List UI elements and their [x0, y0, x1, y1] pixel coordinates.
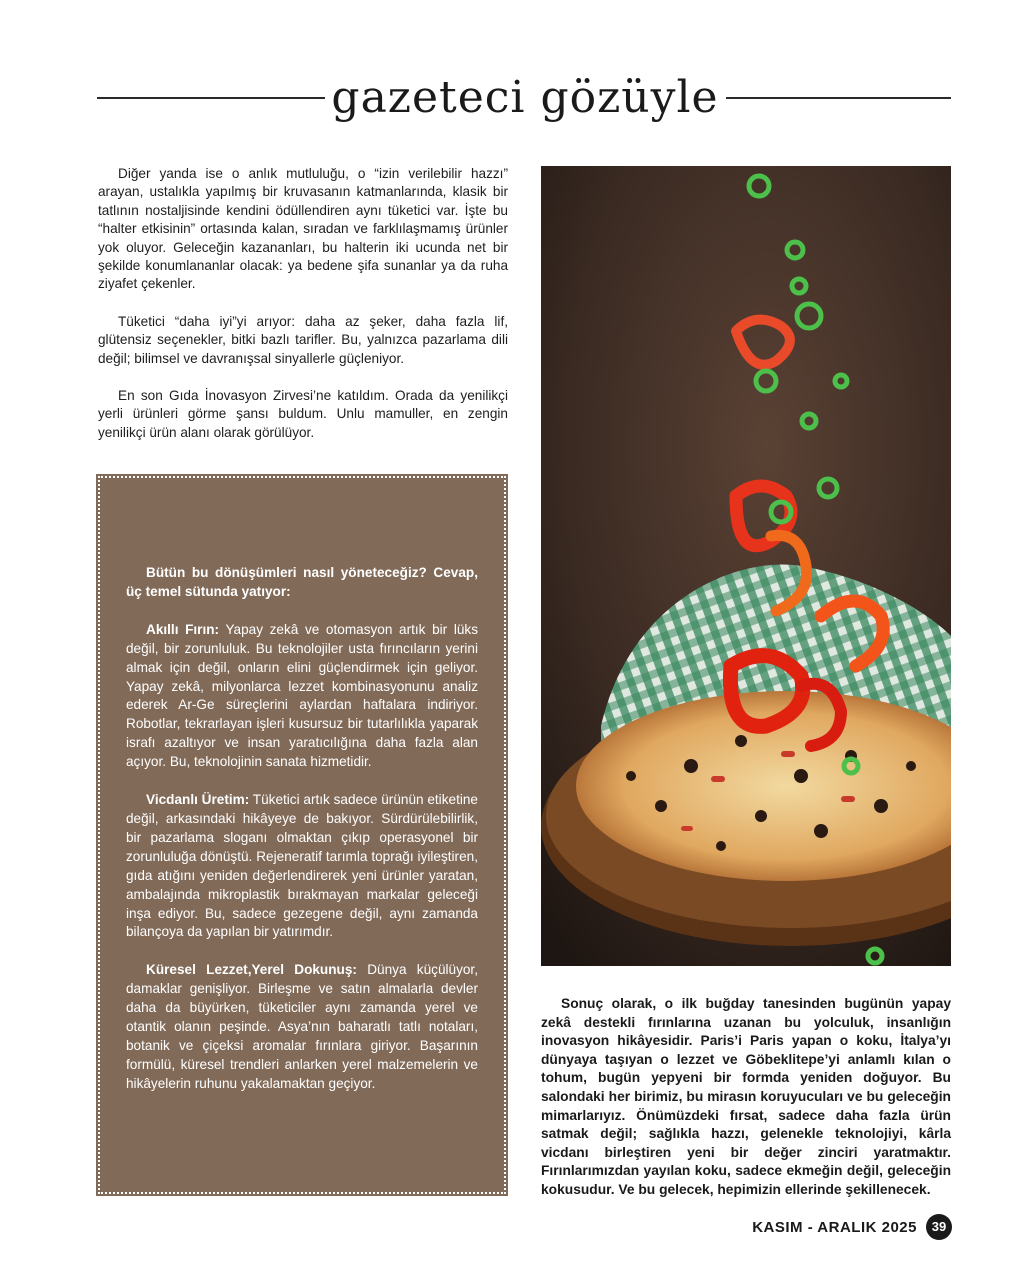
box-intro: Bütün bu dönüşümleri nasıl yöneteceğiz? Cevap, üç temel sütunda yatıyor:: [126, 565, 478, 599]
paragraph: En son Gıda İnovasyon Zirvesi’ne katıldım. Orada da yenilikçi yerli ürünleri görme şansı buldum. Unlu mamuller, en zengin yenilikçi ürün alanı olarak görülüyor.: [98, 388, 508, 440]
header-rule-right: [726, 97, 951, 99]
pillar-title-global-taste: Küresel Lezzet,Yerel Dokunuş:: [146, 962, 357, 978]
header-rule-left: [97, 97, 325, 99]
paragraph: Diğer yanda ise o anlık mutluluğu, o “izin verilebilir hazzı” arayan, ustalıkla yapılmış bir kruvasanın katmanlarında, klasik bir tatlının nostaljisinde kendini ödüllendiren aynı tüketici var. İşte bu “halter etkisinin” ortasında kalan, sıradan ve farklılaşmamış ürünler yok oluyor. Geleceğin kazananları, bu halterin iki ucunda net bir şekilde konumlananlar olacak: ya bedene şifa sunanlar ya da ruha ziyafet çekenler.: [98, 166, 508, 292]
paragraph: Tüketici “daha iyi”yi arıyor: daha az şeker, daha fazla lif, glütensiz seçenekler, bitki bazlı tarifler. Bu, yalnızca pazarlama dili değil; bilimsel ve davranışsal sinyallerle güçleniyor.: [98, 313, 508, 366]
pillar-text-global-taste: Dünya küçülüyor, damaklar genişliyor. Birleşme ve satın almalarla devler daha da büyürken, tüketiciler aynı zamanda yerel ve otantik olanın peşinde. Asya’nın baharatlı tatlı notaları, botanik ve çiçeksi aromalar fırınlara giriyor. Başarının formülü, küresel trendleri anlarken yerel malzemelerin ve hikâyelerin ruhunu yakalamaktan geçiyor.: [126, 962, 478, 1091]
issue-label: KASIM - ARALIK 2025: [752, 1219, 917, 1236]
conclusion-paragraph: Sonuç olarak, o ilk buğday tanesinden bugünün yapay zekâ destekli fırınlarına uzanan bu yolculuk, insanlığın inovasyon hikâyesidir. Paris’i Paris yapan o koku, İtalya’yı dünyaya taşıyan o lezzet ve Göbeklitepe’yi anlamlı kılan o tohum, bugün yepyeni bir formda yeniden doğuyor. Bu salondaki her birimiz, bu mirasın koruyucuları ve bu geleceğin mimarlarıyız. Önümüzdeki fırsat, sadece daha fazla ürün satmak değil; sağlıkla hazzı, gelenekle teknolojiyi, kârla vicdanı birleştiren yeni bir değer zinciri yaratmaktır. Fırınlarımızdan yayılan koku, sadece ekmeğin değil, geleceğin kokusudur. Ve bu gelecek, hepimizin ellerinde şekillenecek.: [541, 996, 951, 1197]
pillar-text-smart-oven: Yapay zekâ ve otomasyon artık bir lüks değil, bir zorunluluk. Bu teknolojiler usta fırıncıların yerini almak için değil, onların elini güçlendirmek için geliyor. Yapay zekâ, milyonlarca lezzet kombinasyonunu analiz ederek Ar-Ge süreçlerini aylardan haftalara indiriyor. Robotlar, tekrarlayan işleri kusursuz bir tutarlılıkla yaparak israfı azaltıyor ve insan yaratıcılığına daha fazla alan açıyor. Bu, teknolojinin sanata hizmetidir.: [126, 621, 478, 770]
info-box-text: [126, 564, 478, 1113]
pillar-title-conscious-production: Vicdanlı Üretim:: [146, 792, 250, 808]
pillar-title-smart-oven: Akıllı Fırın:: [146, 621, 220, 637]
pizza-illustration: [541, 166, 951, 966]
page-number: 39: [926, 1214, 952, 1240]
pillar-text-conscious-production: Tüketici artık sadece ürünün etiketine değil, arkasındaki hikâyeye de bakıyor. Sürdürülebilirlik, bir pazarlama sloganı olmaktan çıkıp operasyonel bir zorunluluğa dönüştü. Rejeneratif tarımla toprağı iyileştiren, gıda atığını yeniden değerlendirerek yeni ürünler yaratan, ambalajında mikroplastik bırakmayan markalar geleceği inşa ediyor. Bu, sadece gezegene değil, aynı zamanda bilançoya da yapılan bir yatırımdır.: [126, 792, 478, 940]
section-title: gazeteci gözüyle: [331, 72, 719, 123]
left-column: [98, 165, 508, 461]
pizza-photo: [541, 166, 951, 966]
info-box: [98, 476, 506, 1194]
